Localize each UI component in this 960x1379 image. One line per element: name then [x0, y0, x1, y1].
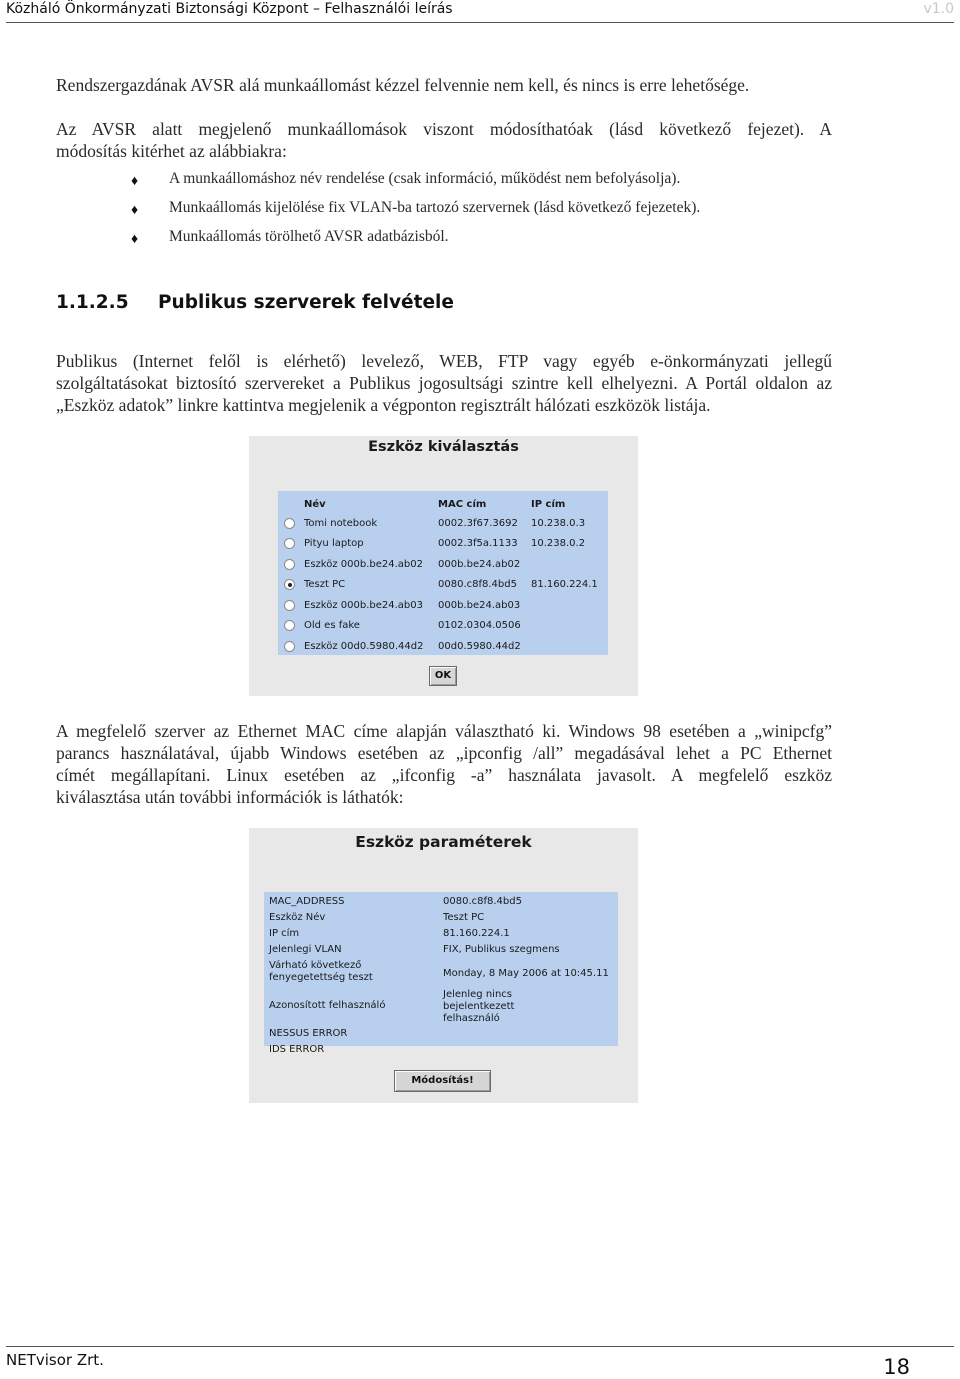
- device-name: Old es fake: [304, 620, 360, 632]
- device-name: Pityu laptop: [304, 538, 364, 550]
- intro-paragraph-2-line-1: Az AVSR alatt megjelenő munkaállomások viszont módosíthatóak (lásd következő fejezet). A: [56, 119, 832, 139]
- device-name: Teszt PC: [304, 579, 346, 591]
- table-row: [269, 896, 613, 912]
- list-item-text: A munkaállomáshoz név rendelése (csak információ, működést nem befolyásolja).: [169, 170, 681, 187]
- table-row[interactable]: [284, 616, 606, 637]
- param-label: MAC_ADDRESS: [269, 896, 345, 907]
- page-footer: [6, 1346, 954, 1379]
- column-header-ip: IP cím: [531, 498, 566, 510]
- document-version: v1.0: [923, 1, 954, 17]
- device-params-title: Eszköz paraméterek: [355, 833, 532, 851]
- device-table-container: [278, 491, 608, 655]
- document-title: Közháló Önkormányzati Biztonsági Központ – Felhasználói leírás: [6, 1, 453, 17]
- device-name: Tomi notebook: [304, 517, 378, 529]
- table-row: [269, 960, 613, 987]
- para2-line-3: címét megállapítani. Linux esetében az „ifconfig -a” használata javasolt. A megfelelő eszköz: [56, 765, 832, 785]
- para2-line-1: A megfelelő szerver az Ethernet MAC címe alapján választható ki. Windows 98 esetében a „winipcfg”: [56, 721, 832, 741]
- intro-paragraph-1: Rendszergazdának AVSR alá munkaállomást kézzel felvennie nem kell, és nincs is erre lehetősége.: [56, 75, 750, 95]
- param-value: [443, 1044, 613, 1060]
- params-table: [269, 896, 613, 1060]
- param-label: Azonosított felhasználó: [269, 1000, 386, 1011]
- device-ip: [531, 595, 606, 616]
- table-row: [269, 1025, 613, 1044]
- list-item: [56, 226, 832, 255]
- bullet-diamond-icon: ♦: [131, 203, 139, 218]
- ok-button[interactable]: OK: [429, 666, 457, 686]
- device-name: Eszköz 00d0.5980.44d2: [304, 640, 424, 652]
- modification-list: [56, 168, 832, 255]
- param-label: Jelenlegi VLAN: [269, 944, 342, 955]
- device-select-title: Eszköz kiválasztás: [368, 439, 519, 455]
- device-name: Eszköz 000b.be24.ab03: [304, 599, 423, 611]
- page-number: 18: [883, 1355, 910, 1379]
- device-radio[interactable]: [284, 538, 295, 549]
- table-row: [269, 987, 613, 1025]
- para2-line-4: kiválasztása után további információk is láthatók:: [56, 787, 404, 807]
- param-value: Jelenleg nincs bejelentkezett felhasználó: [443, 989, 515, 1024]
- device-radio[interactable]: [284, 620, 295, 631]
- device-table: [284, 495, 606, 657]
- param-value: FIX, Publikus szegmens: [443, 944, 560, 955]
- section-paragraph-line-1: Publikus (Internet felől is elérhető) levelező, WEB, FTP vagy egyéb e-önkormányzati jellegű: [56, 351, 832, 371]
- device-radio[interactable]: [284, 518, 295, 529]
- bullet-diamond-icon: ♦: [131, 174, 139, 189]
- table-row[interactable]: [284, 595, 606, 616]
- device-mac: 00d0.5980.44d2: [438, 640, 521, 652]
- device-radio-selected[interactable]: [284, 579, 295, 590]
- device-mac: 000b.be24.ab02: [438, 558, 521, 570]
- table-row: [269, 912, 613, 928]
- table-row: [269, 928, 613, 944]
- table-header-row: [284, 495, 606, 513]
- column-header-name: Név: [304, 498, 326, 510]
- device-radio[interactable]: [284, 559, 295, 570]
- device-ip: 10.238.0.3: [531, 517, 586, 529]
- table-row: [269, 1044, 613, 1060]
- section-title: Publikus szerverek felvétele: [158, 292, 454, 313]
- device-mac: 0102.0304.0506: [438, 620, 521, 632]
- modify-button[interactable]: Módosítás!: [394, 1070, 491, 1092]
- device-select-panel: [249, 436, 638, 696]
- params-table-container: [264, 892, 618, 1055]
- section-heading: [56, 292, 454, 313]
- param-label: IDS ERROR: [269, 1044, 325, 1055]
- param-value: Teszt PC: [443, 912, 485, 923]
- table-row[interactable]: [284, 513, 606, 534]
- param-value: 0080.c8f8.4bd5: [443, 896, 522, 907]
- table-row[interactable]: [284, 636, 606, 657]
- param-label: Eszköz Név: [269, 912, 326, 923]
- param-label: NESSUS ERROR: [269, 1028, 348, 1039]
- device-mac: 000b.be24.ab03: [438, 599, 521, 611]
- company-name: NETvisor Zrt.: [6, 1351, 104, 1369]
- param-label: IP cím: [269, 928, 300, 939]
- list-item: [56, 168, 832, 197]
- list-item-text: Munkaállomás kijelölése fix VLAN-ba tartozó szervernek (lásd következő fejezetek).: [169, 199, 701, 216]
- table-row[interactable]: [284, 534, 606, 555]
- param-value: Monday, 8 May 2006 at 10:45.11: [443, 967, 609, 979]
- intro-paragraph-2-line-2: módosítás kitérhet az alábbiakra:: [56, 141, 287, 161]
- device-ip: 81.160.224.1: [531, 579, 598, 591]
- table-row: [269, 944, 613, 960]
- column-header-mac: MAC cím: [438, 498, 487, 510]
- page-header: [6, 0, 954, 23]
- device-params-panel: [249, 828, 638, 1103]
- section-paragraph-rest: szolgáltatásokat biztosító szervereket a Publikus jogosultsági szintre kell elhelyezni. A Portál oldalon az „Eszköz adatok” linkre kattintva megjelenik a végponton regisztrált hálózati eszközök listája.: [56, 373, 832, 415]
- table-row[interactable]: [284, 575, 606, 596]
- device-ip: [531, 616, 606, 637]
- param-label: Várható következő fenyegetettség teszt: [269, 960, 373, 983]
- device-mac: 0002.3f67.3692: [438, 517, 518, 529]
- device-ip: 10.238.0.2: [531, 538, 586, 550]
- device-radio[interactable]: [284, 641, 295, 652]
- param-value: 81.160.224.1: [443, 928, 510, 939]
- device-ip: [531, 554, 606, 575]
- param-value: [443, 1025, 613, 1044]
- device-ip: [531, 636, 606, 657]
- section-number: 1.1.2.5: [56, 292, 129, 313]
- device-name: Eszköz 000b.be24.ab02: [304, 558, 423, 570]
- device-mac: 0080.c8f8.4bd5: [438, 579, 517, 591]
- device-mac: 0002.3f5a.1133: [438, 538, 518, 550]
- list-item-text: Munkaállomás törölhető AVSR adatbázisból.: [169, 228, 449, 245]
- list-item: [56, 197, 832, 226]
- device-radio[interactable]: [284, 600, 295, 611]
- table-row[interactable]: [284, 554, 606, 575]
- bullet-diamond-icon: ♦: [131, 232, 139, 247]
- para2-line-2: parancs használatával, újabb Windows esetében az „ipconfig /all” megadásával lehet a PC Ethernet: [56, 743, 832, 763]
